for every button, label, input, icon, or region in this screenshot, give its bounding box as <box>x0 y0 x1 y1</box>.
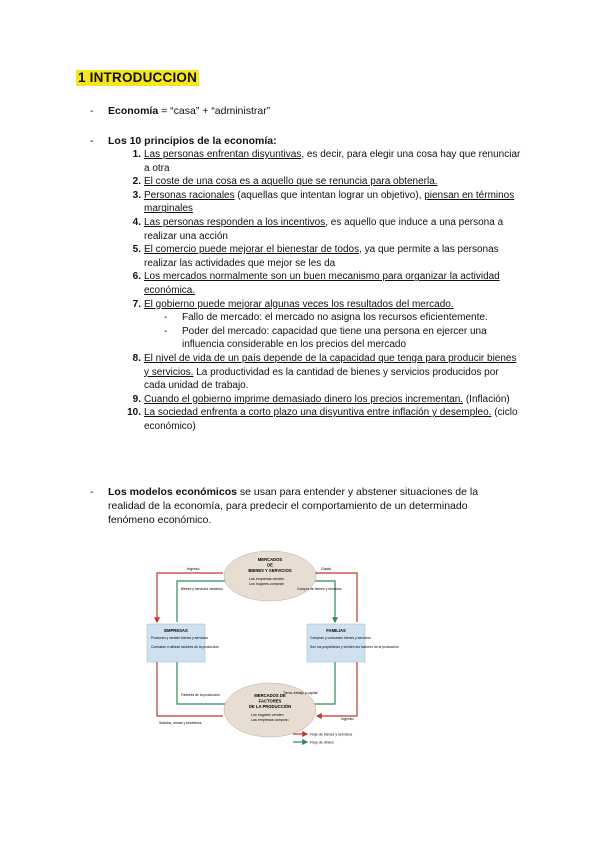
economia-rest: = “casa” + “administrar” <box>158 105 271 117</box>
familias-bullet: Compran y consumen bienes y servicios <box>310 636 371 640</box>
ingreso-bottom-label: Ingreso <box>341 717 354 721</box>
sub-list <box>144 311 523 352</box>
item-rest: (Inflación) <box>463 393 510 405</box>
circular-flow-diagram <box>145 548 399 752</box>
top-market-line: MERCADOS <box>257 557 283 562</box>
sub-list-item <box>144 311 523 325</box>
list-item <box>108 189 523 216</box>
economia-term: Economía <box>108 105 159 117</box>
bottom-market-bullet: Los hogares venden <box>251 713 284 717</box>
item-number: 6. <box>132 271 141 283</box>
legend-item: Flujo de bienes y servicios <box>310 732 353 737</box>
tierra-trabajo-label: Tierra, trabajo y capital <box>283 691 318 695</box>
bottom-market-line: FACTORES <box>258 698 282 704</box>
bottom-market-line: MERCADOS DE <box>254 693 286 698</box>
item-number: 7. <box>132 298 141 310</box>
bottom-market-bullet: Las empresas compran <box>251 718 289 722</box>
sub-text: Poder del mercado: capacidad que tiene una persona en ejercer una influencia considerable en los precios del mercado <box>182 325 487 351</box>
economia-definition <box>108 104 508 118</box>
list-item <box>108 352 523 393</box>
sub-list-item <box>144 325 523 352</box>
modelos-term: Los modelos económicos <box>108 486 237 498</box>
item-underlined: Personas racionales <box>144 189 235 201</box>
bullet-dash: - <box>90 486 94 498</box>
empresas-bullet: Contratan o utilizan factores de la producción <box>151 645 220 649</box>
principles-list <box>108 148 523 433</box>
item-rest: , ya que permite a las personas realizar las actividades que mejor se les da <box>144 244 499 269</box>
item-underlined: El gobierno puede mejorar algunas veces los resultados del mercado. <box>144 298 454 310</box>
list-item <box>108 148 523 175</box>
item-rest: , es decir, para elegir una cosa hay que renunciar a otra <box>144 149 521 174</box>
bullet-dash: - <box>90 105 94 117</box>
item-underlined: Los mercados normalmente son un buen mecanismo para organizar la actividad económica. <box>144 271 500 296</box>
factores-produccion-label: Factores de la producción <box>181 693 221 697</box>
top-market-bullet: Las empresas venden <box>249 577 285 581</box>
list-item <box>108 243 523 270</box>
familias-title: FAMILIAS <box>326 628 346 633</box>
item-number: 1. <box>132 149 141 160</box>
money-flow-arrow <box>157 573 223 622</box>
salarios-label: Salarios, rentas y beneficios <box>159 721 202 725</box>
item-underlined: Cuando el gobierno imprime demasiado dinero los precios incrementan. <box>144 393 464 405</box>
gasto-label: Gasto <box>321 567 332 571</box>
modelos-paragraph <box>108 485 503 527</box>
top-market-bullet: Los hogares compran <box>249 582 284 586</box>
list-item <box>108 393 523 407</box>
bullet-dash: - <box>90 135 94 147</box>
item-rest: La productividad es la cantidad de bienes y servicios producidos por cada unidad de trabajo. <box>144 366 499 392</box>
list-item <box>108 175 523 189</box>
item-number: 10. <box>127 407 141 419</box>
top-market-line: BIENES Y SERVICIOS <box>248 568 292 573</box>
item-underlined: El nivel de vida de un país depende de la capacidad que tenga para producir bienes y servicios. <box>144 352 517 378</box>
goods-flow-arrow <box>177 660 227 704</box>
item-number: 9. <box>132 393 141 405</box>
item-mid: (aquellas que intentan lograr un objetivo), <box>234 189 425 201</box>
bienes-comprados-label: Compra de bienes y servicios <box>297 587 342 591</box>
empresas-bullet: Producen y venden bienes y servicios <box>151 636 208 640</box>
list-item <box>108 270 523 297</box>
principios-title <box>108 134 508 148</box>
item-rest: , es aquello que induce a una persona a realizar una acción <box>144 216 504 242</box>
list-item <box>108 216 523 243</box>
item-number: 2. <box>132 176 141 188</box>
item-number: 8. <box>132 352 141 364</box>
item-underlined: El coste de una cosa es a aquello que se renuncia para obtenerla. <box>144 176 438 188</box>
item-number: 5. <box>132 244 141 256</box>
item-number: 3. <box>132 189 141 201</box>
section-heading: 1 INTRODUCCION <box>78 70 198 85</box>
bienes-vendidos-label: Bienes y servicios vendidos <box>181 587 223 591</box>
item-underlined: Las personas enfrentan disyuntivas <box>144 149 302 160</box>
bottom-market-line: DE LA PRODUCCIÓN <box>248 704 292 709</box>
money-flow-arrow <box>157 660 223 716</box>
item-underlined: La sociedad enfrenta a corto plazo una disyuntiva entre inflación y desempleo. <box>144 407 492 419</box>
item-number: 4. <box>132 216 141 228</box>
item-underlined: El comercio puede mejorar el bienestar de todos <box>144 244 360 256</box>
ingreso-top-label: Ingreso <box>187 567 200 571</box>
money-flow-arrow <box>317 660 357 716</box>
sub-text: Fallo de mercado: el mercado no asigna los recursos eficientemente. <box>182 312 488 324</box>
sub-dash: - <box>164 325 168 337</box>
principios-title-text: Los 10 principios de la economía: <box>108 135 277 147</box>
goods-flow-arrow <box>313 660 335 704</box>
empresas-title: EMPRESAS <box>164 628 188 633</box>
list-item <box>108 298 523 352</box>
list-item <box>108 406 523 433</box>
money-flow-arrow <box>317 573 357 622</box>
sub-dash: - <box>164 312 168 324</box>
familias-bullet: Son los propietarios y venden los factores de la producción <box>310 645 399 649</box>
legend-item: Flujo de dinero <box>310 740 334 745</box>
modelos-rest: se usan para entender y abstener situaciones de la realidad de la economía, para predecir el comportamiento de un determinado fenómeno económico. <box>108 486 479 526</box>
item-underlined-2: piensan en términos marginales <box>144 189 515 215</box>
item-rest: (ciclo económico) <box>144 407 518 432</box>
item-underlined: Las personas responden a los incentivos <box>144 216 326 228</box>
top-market-line: DE <box>267 562 273 568</box>
